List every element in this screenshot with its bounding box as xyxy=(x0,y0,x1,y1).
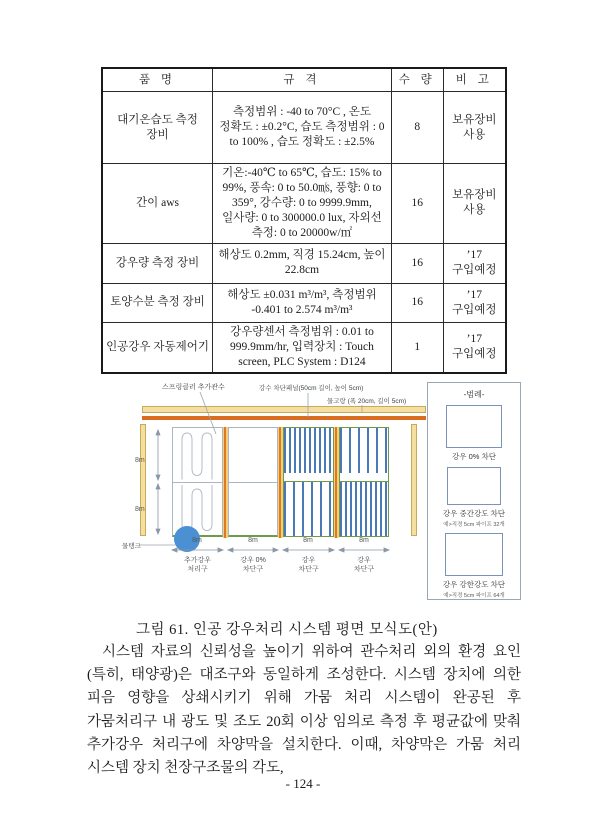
equipment-table xyxy=(101,67,507,374)
top-beam xyxy=(142,406,426,413)
plot-label: 강우 0% 차단구 xyxy=(240,557,266,574)
dim-left-bottom: 8m xyxy=(135,506,145,513)
legend-label: 강우 강한강도 차단 xyxy=(442,579,506,589)
spec-cell: 해상도 0.2mm, 직경 15.24cm, 높이 22.8cm xyxy=(213,243,392,283)
plot-cell-strong xyxy=(339,481,389,537)
spec-cell: 측정범위 : -40 to 70°C , 온도 정확도 : ±0.2°C, 습도 측정범위 : 0 to 100% , 습도 정확도 : ±2.5% xyxy=(213,92,392,164)
dim-bottom-2: 8m xyxy=(248,537,258,544)
plot-0pct-block xyxy=(228,427,278,538)
legend-note: 예>직경 5cm 파이프 64개 xyxy=(443,592,505,599)
label-sprinkler: 스프링클러 추가관수 xyxy=(162,384,225,391)
plot-label: 추가강우 처리구 xyxy=(183,557,212,574)
col-header-qty: 수 량 xyxy=(391,68,443,92)
dim-bottom-4: 8m xyxy=(359,537,369,544)
legend-swatch-strong xyxy=(445,533,503,576)
plot-cell xyxy=(172,427,223,483)
plot-rain-block-1 xyxy=(283,427,334,538)
qty-cell: 16 xyxy=(391,283,443,322)
item-cell: 인공강우 자동제어기 xyxy=(102,322,213,372)
note-cell: 보유장비 사용 xyxy=(443,164,506,244)
col-header-item: 품 명 xyxy=(102,68,213,92)
legend-note: 예>직경 5cm 파이프 32개 xyxy=(443,522,505,529)
right-post xyxy=(411,424,417,536)
legend-title: -범례- xyxy=(463,390,485,399)
table-row xyxy=(102,243,506,283)
figure-caption: 그림 61. 인공 강우처리 시스템 평면 모식도(안) xyxy=(136,622,438,638)
plot-label: 강우 차단구 xyxy=(298,557,319,574)
note-cell: ’17 구입예정 xyxy=(443,243,506,283)
plot-additional-rain xyxy=(172,427,223,538)
table-row xyxy=(102,322,506,372)
label-block-panel: 강수 차단패널(50cm 길이, 높이 5cm) xyxy=(259,385,364,392)
rain-system-diagram xyxy=(122,378,530,618)
note-cell: ’17 구입예정 xyxy=(443,283,506,322)
table-row xyxy=(102,283,506,322)
table-header-row xyxy=(102,68,506,92)
page-number: - 124 - xyxy=(285,776,321,791)
dim-bottom-1: 8m xyxy=(192,537,202,544)
qty-cell: 1 xyxy=(391,322,443,372)
legend-label: 강우 중간강도 차단 xyxy=(442,509,506,519)
plot-cell-medium xyxy=(283,481,334,537)
col-header-spec: 규 격 xyxy=(213,68,392,92)
item-cell: 강우량 측정 장비 xyxy=(102,243,213,283)
left-post xyxy=(140,424,146,536)
legend-swatch-medium xyxy=(447,467,501,506)
table-row xyxy=(102,92,506,164)
spec-cell: 해상도 ±0.031 m³/m³, 측정범위 -0.401 to 2.574 m³/m³ xyxy=(213,283,392,322)
table-row xyxy=(102,164,506,244)
item-cell: 토양수분 측정 장비 xyxy=(102,283,213,322)
legend-swatch-0pct xyxy=(446,405,502,448)
label-water-tank: 물탱크 xyxy=(122,543,141,550)
top-rail xyxy=(142,416,426,420)
note-cell: 보유장비 사용 xyxy=(443,92,506,164)
legend-panel xyxy=(427,382,521,600)
plot-cell-medium xyxy=(339,427,389,483)
plot-cell xyxy=(228,482,278,538)
plot-cell-strong xyxy=(283,427,334,483)
plot-rain-block-2 xyxy=(339,427,389,538)
col-header-note: 비 고 xyxy=(443,68,506,92)
body-paragraph: 시스템 자료의 신뢰성을 높이기 위하여 관수처리 외의 환경 요인(특히, 태양광)은 대조구와 동일하게 조성한다. 시스템 장치에 의한 피음 영향을 상쇄시키기 위해 가뭄 처리 시스템이 완공된 후 가뭄처리구 내 광도 및 조도 20회 이상 임의로 측정 후 평균값에 맞춰 추가강우 처리구에 차양막을 설치한다. 이때, 차양막은 가뭄 처리 시스템 장치 천장구조물의 각도, xyxy=(87,644,521,777)
sprinkler-line-icon xyxy=(173,428,222,482)
note-cell: ’17 구입예정 xyxy=(443,322,506,372)
plot-cell xyxy=(228,427,278,483)
item-cell: 대기온습도 측정 장비 xyxy=(102,92,213,164)
qty-cell: 16 xyxy=(391,243,443,283)
plot-label: 강우 차단구 xyxy=(353,557,375,574)
item-cell: 간이 aws xyxy=(102,164,213,244)
label-water-furrow: 물고랑 (폭 20cm, 길이 5cm) xyxy=(327,398,407,405)
dim-left-top: 8m xyxy=(135,457,145,464)
spec-cell: 강우량센서 측정범위 : 0.01 to 999.9mm/hr, 입력장치 : Touch screen, PLC System : D124 xyxy=(213,322,392,372)
dim-bottom-3: 8m xyxy=(303,537,313,544)
qty-cell: 16 xyxy=(391,164,443,244)
qty-cell: 8 xyxy=(391,92,443,164)
spec-cell: 기온:-40℃ to 65℃, 습도: 15% to 99%, 풍속: 0 to 50.0㎧, 풍향: 0 to 359°, 강수량: 0 to 9999.9mm, 일사량: 0 to 300000.0 lux, 자외선 측정: 0 to 20000w/㎡ xyxy=(213,164,392,244)
legend-label: 강우 0% 차단 xyxy=(452,451,496,461)
